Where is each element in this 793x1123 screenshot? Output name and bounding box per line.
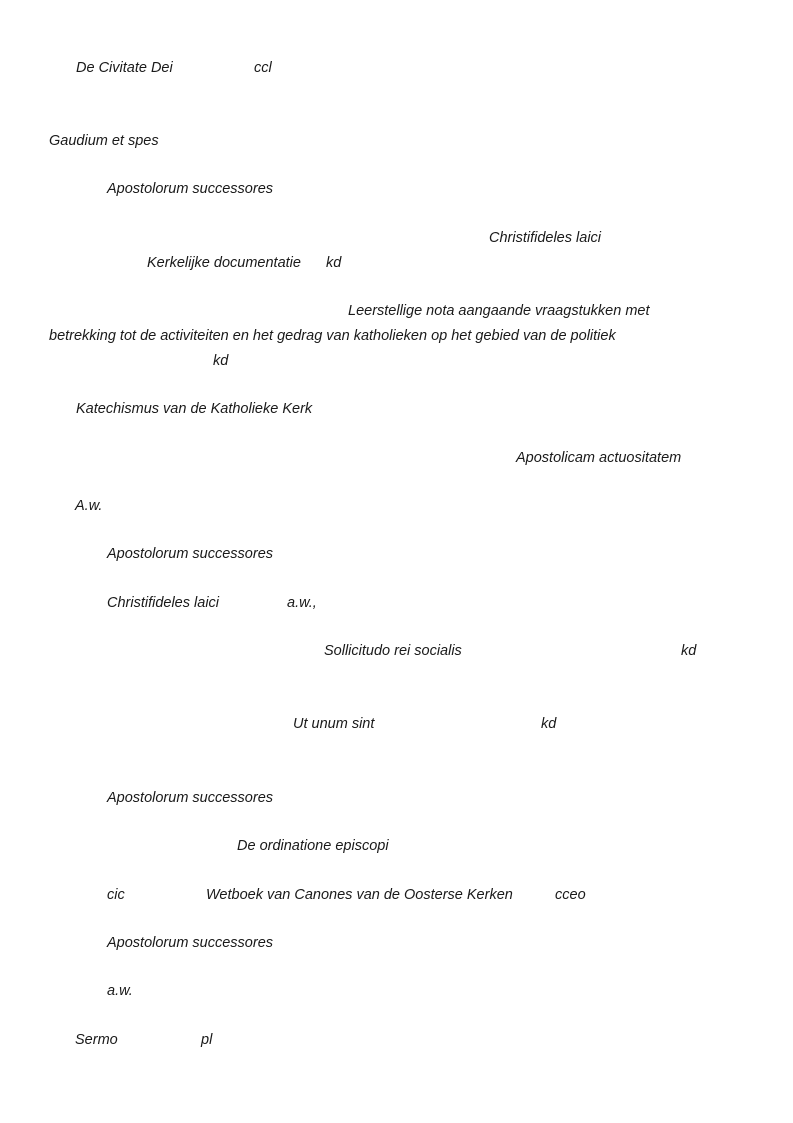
title-apostolicam-actuositatem: Apostolicam actuositatem	[516, 450, 682, 466]
title-wetboek-oosterse-kerken: Wetboek van Canones van de Oosterse Kerken	[206, 887, 513, 903]
abbreviation-ccl: ccl	[254, 60, 272, 76]
title-de-ordinatione-episcopi: De ordinatione episcopi	[237, 838, 389, 854]
title-apostolorum-successores: Apostolorum successores	[107, 935, 274, 951]
title-christifideles-laici: Christifideles laici	[107, 595, 220, 611]
title-ut-unum-sint: Ut unum sint	[293, 716, 375, 732]
title-de-civitate-dei: De Civitate Dei	[76, 60, 173, 76]
abbreviation-cceo: cceo	[555, 887, 586, 903]
reference-aw: A.w.	[75, 498, 103, 514]
abbreviation-kd: kd	[681, 643, 697, 659]
title-christifideles-laici: Christifideles laici	[489, 230, 602, 246]
title-apostolorum-successores: Apostolorum successores	[107, 790, 274, 806]
title-apostolorum-successores: Apostolorum successores	[107, 181, 274, 197]
abbreviation-kd: kd	[326, 255, 342, 271]
reference-aw: a.w.,	[287, 595, 317, 611]
abbreviation-cic: cic	[107, 887, 125, 903]
title-kerkelijke-documentatie: Kerkelijke documentatie	[147, 255, 301, 271]
abbreviation-kd: kd	[541, 716, 557, 732]
title-apostolorum-successores: Apostolorum successores	[107, 546, 274, 562]
title-leerstellige-nota-line-2: betrekking tot de activiteiten en het gedrag van katholieken op het gebied van de politiek	[49, 328, 616, 344]
reference-aw: a.w.	[107, 983, 133, 999]
title-leerstellige-nota-line-1: Leerstellige nota aangaande vraagstukken met	[348, 303, 650, 319]
title-sollicitudo-rei-socialis: Sollicitudo rei socialis	[324, 643, 462, 659]
abbreviation-kd: kd	[213, 353, 229, 369]
title-sermo: Sermo	[75, 1032, 118, 1048]
abbreviation-pl: pl	[201, 1032, 213, 1048]
title-katechismus: Katechismus van de Katholieke Kerk	[76, 401, 313, 417]
title-gaudium-et-spes: Gaudium et spes	[49, 133, 159, 149]
